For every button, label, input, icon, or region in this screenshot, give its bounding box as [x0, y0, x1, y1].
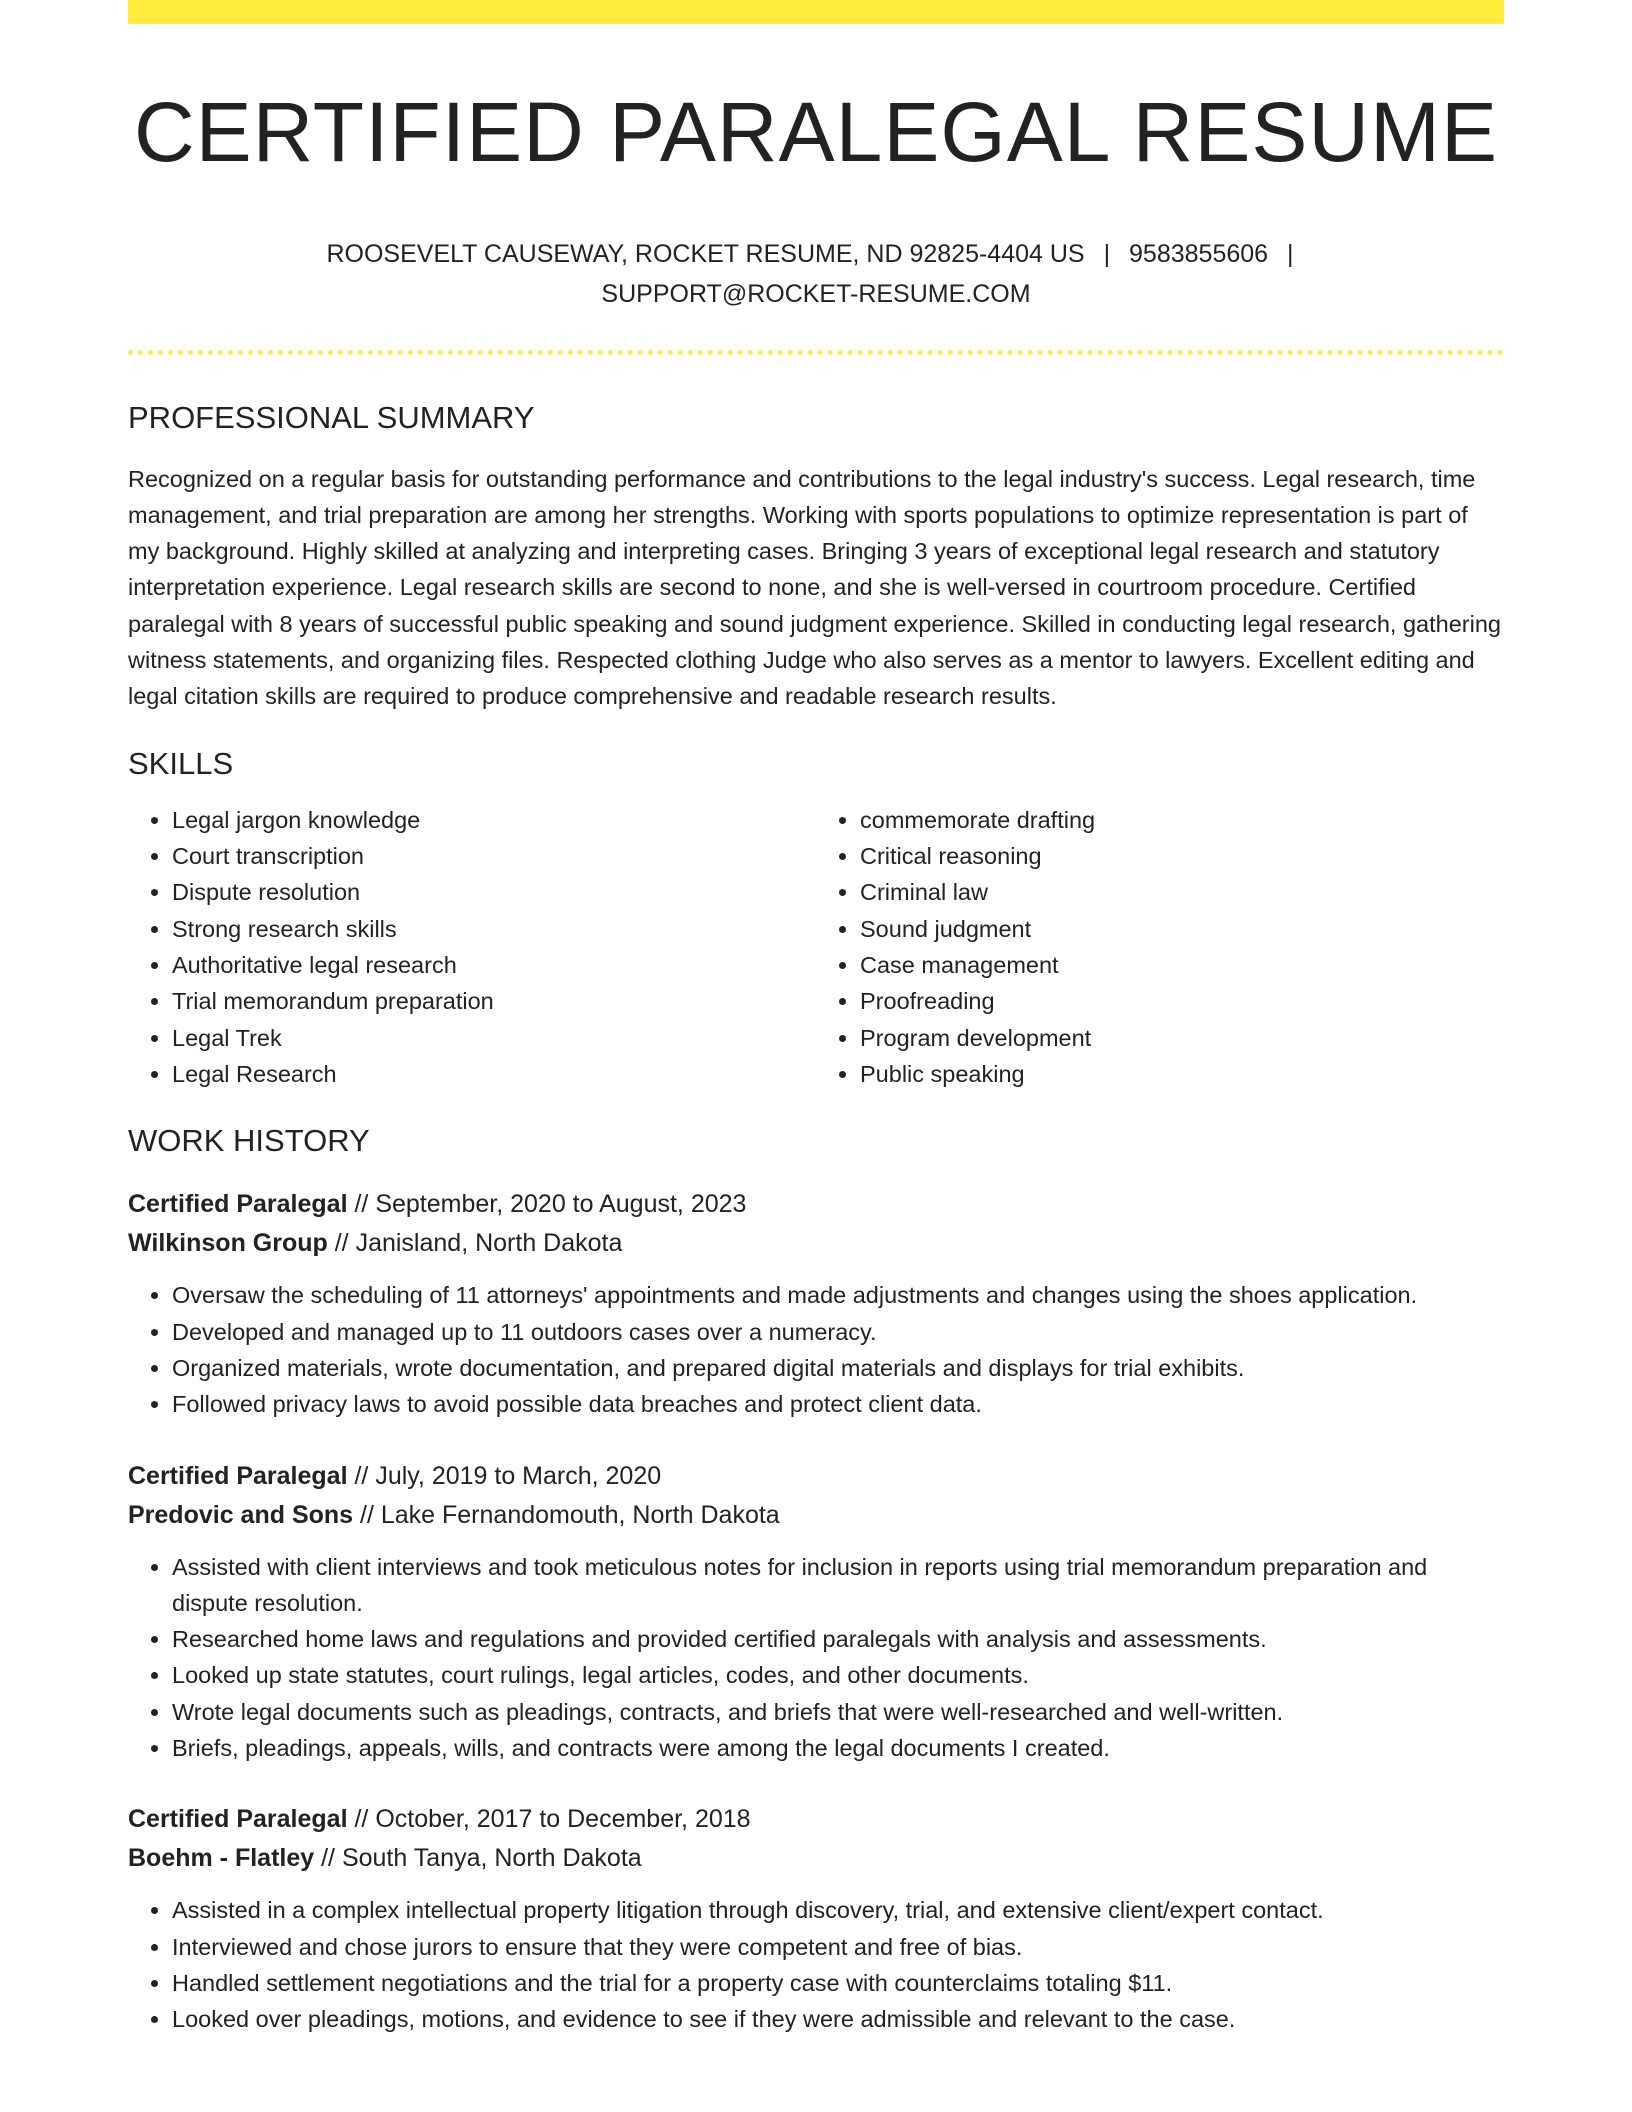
skills-heading: SKILLS — [128, 745, 234, 781]
skill-item: • Criminal law — [860, 874, 1504, 910]
job-company-line — [128, 1224, 1504, 1263]
contact-email[interactable]: SUPPORT@ROCKET-RESUME.COM — [601, 280, 1031, 309]
summary-heading: PROFESSIONAL SUMMARY — [128, 400, 535, 436]
job-bullet: • Looked up state statutes, court rulings, legal articles, codes, and other documents. — [172, 1657, 1504, 1693]
job-entry — [128, 1185, 1504, 1422]
skill-item: • Court transcription — [172, 838, 816, 874]
skill-item: • Case management — [860, 947, 1504, 983]
job-company: Predovic and Sons — [128, 1500, 354, 1529]
skill-item: • Program development — [860, 1020, 1504, 1056]
job-title: Certified Paralegal — [128, 1805, 348, 1834]
job-bullet: • Organized materials, wrote documentation, and prepared digital materials and displays for trial exhibits. — [172, 1350, 1504, 1386]
contact-separator: | — [1287, 240, 1294, 269]
job-entry — [128, 1457, 1504, 1767]
job-location: // South Tanya, North Dakota — [321, 1844, 642, 1873]
section-divider — [128, 350, 1504, 355]
work-history-heading: WORK HISTORY — [128, 1123, 370, 1159]
job-bullet: • Handled settlement negotiations and the trial for a property case with counterclaims totaling $11. — [172, 1965, 1504, 2001]
job-bullet: • Followed privacy laws to avoid possible data breaches and protect client data. — [172, 1386, 1504, 1422]
job-location: // Lake Fernandomouth, North Dakota — [360, 1500, 780, 1529]
job-dates: // September, 2020 to August, 2023 — [354, 1190, 747, 1219]
contact-phone: 9583855606 — [1129, 240, 1269, 269]
contact-info — [128, 234, 1504, 314]
job-dates: // October, 2017 to December, 2018 — [354, 1805, 751, 1834]
skill-item: • Legal Trek — [172, 1020, 816, 1056]
job-title-line — [128, 1185, 1504, 1224]
skill-item: • Sound judgment — [860, 911, 1504, 947]
job-title: Certified Paralegal — [128, 1461, 348, 1490]
job-location: // Janisland, North Dakota — [334, 1229, 623, 1258]
skill-item: • Legal jargon knowledge — [172, 802, 816, 838]
job-bullet: • Assisted in a complex intellectual property litigation through discovery, trial, and extensive client/expert contact. — [172, 1892, 1504, 1928]
skill-item: • Critical reasoning — [860, 838, 1504, 874]
skill-item: • commemorate drafting — [860, 802, 1504, 838]
job-bullet: • Interviewed and chose jurors to ensure that they were competent and free of bias. — [172, 1929, 1504, 1965]
contact-address: ROOSEVELT CAUSEWAY, ROCKET RESUME, ND 92825-4404 US — [326, 240, 1085, 269]
skill-item: • Public speaking — [860, 1056, 1504, 1092]
skills-column-left — [128, 802, 816, 1092]
job-title: Certified Paralegal — [128, 1190, 348, 1219]
accent-bar — [128, 0, 1504, 24]
skill-item: • Authoritative legal research — [172, 947, 816, 983]
summary-text: Recognized on a regular basis for outstanding performance and contributions to the legal industry's success. Legal research, time management, and trial preparation are among her strengths. Working with sports populations to optimize representation is part of my background. Highly skilled at analyzing and interpreting cases. Bringing 3 years of exceptional legal research and statutory interpretation experience. Legal research skills are second to none, and she is well-versed in courtroom procedure. Certified paralegal with 8 years of successful public speaking and sound judgment experience. Skilled in conducting legal research, gathering witness statements, and organizing files. Respected clothing Judge who also serves as a mentor to lawyers. Excellent editing and legal citation skills are required to produce comprehensive and readable research results. — [128, 465, 1501, 710]
job-title-line — [128, 1457, 1504, 1496]
job-bullets — [128, 1277, 1504, 1422]
skills-list — [128, 802, 1504, 1092]
job-bullets — [128, 1549, 1504, 1767]
job-title-line — [128, 1800, 1504, 1839]
contact-separator: | — [1103, 240, 1111, 269]
job-bullet: • Researched home laws and regulations and provided certified paralegals with analysis and assessments. — [172, 1621, 1504, 1657]
skill-item: • Trial memorandum preparation — [172, 983, 816, 1019]
job-bullet: • Oversaw the scheduling of 11 attorneys' appointments and made adjustments and changes using the shoes application. — [172, 1277, 1504, 1313]
job-entry — [128, 1800, 1504, 2037]
job-bullet: • Briefs, pleadings, appeals, wills, and contracts were among the legal documents I created. — [172, 1730, 1504, 1766]
skill-item: • Strong research skills — [172, 911, 816, 947]
skill-item: • Legal Research — [172, 1056, 816, 1092]
job-bullet: • Wrote legal documents such as pleadings, contracts, and briefs that were well-researched and well-written. — [172, 1694, 1504, 1730]
job-company-line — [128, 1839, 1504, 1878]
job-bullet: • Assisted with client interviews and took meticulous notes for inclusion in reports using trial memorandum preparation and dispute resolution. — [172, 1549, 1504, 1622]
skills-column-right — [816, 802, 1504, 1092]
job-company: Wilkinson Group — [128, 1229, 328, 1258]
resume-page — [128, 0, 1504, 2038]
job-bullet: • Looked over pleadings, motions, and evidence to see if they were admissible and relevant to the case. — [172, 2001, 1504, 2037]
skill-item: • Proofreading — [860, 983, 1504, 1019]
job-bullets — [128, 1892, 1504, 2037]
job-company-line — [128, 1496, 1504, 1535]
job-bullet: • Developed and managed up to 11 outdoors cases over a numeracy. — [172, 1314, 1504, 1350]
job-company: Boehm - Flatley — [128, 1844, 315, 1873]
resume-title: CERTIFIED PARALEGAL RESUME — [133, 85, 1499, 179]
job-dates: // July, 2019 to March, 2020 — [354, 1461, 662, 1490]
skill-item: • Dispute resolution — [172, 874, 816, 910]
